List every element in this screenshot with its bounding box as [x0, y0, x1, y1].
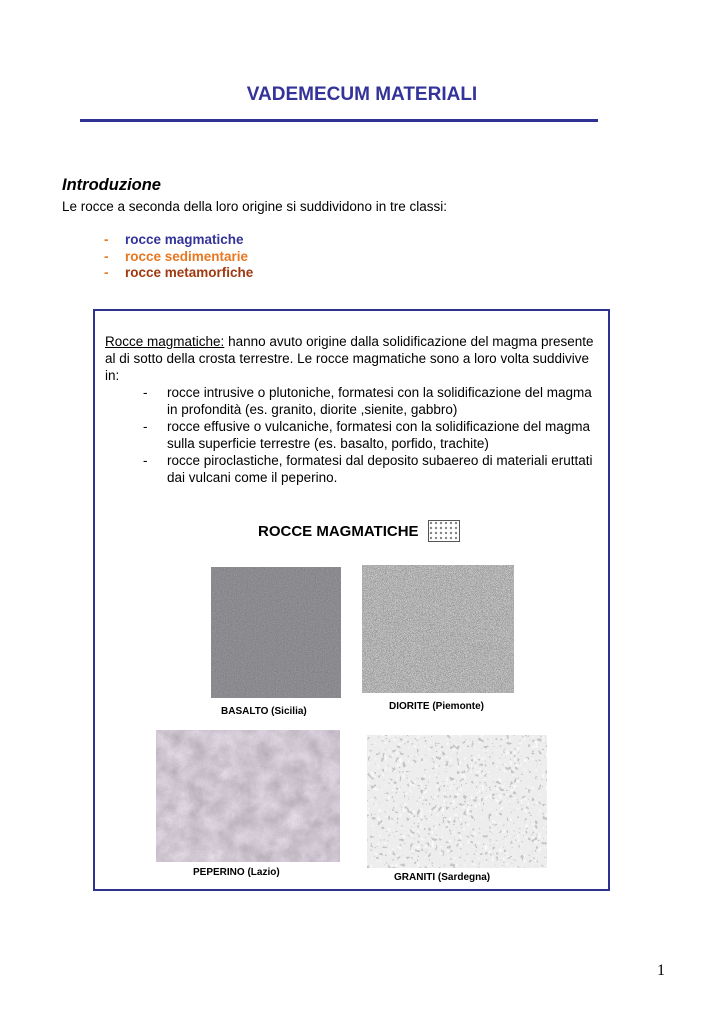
- title-divider: [80, 119, 598, 122]
- bullet-dash: -: [143, 453, 148, 468]
- magmatic-subtype-list: [143, 384, 593, 486]
- granite-sample-image: [367, 735, 547, 868]
- subtype-effusive: rocce effusive o vulcaniche, formatesi con la solidificazione del magma sulla superficie terrestre (es. basalto, porfido, trachite): [167, 419, 590, 451]
- diorite-caption: DIORITE (Piemonte): [389, 701, 485, 712]
- list-item: [104, 249, 253, 266]
- class-sedimentary: rocce sedimentarie: [125, 248, 249, 264]
- peperino-sample-image: [156, 730, 340, 862]
- page-number: 1: [657, 962, 665, 979]
- list-item: [143, 384, 593, 418]
- list-item: [143, 452, 593, 486]
- peperino-caption: PEPERINO (Lazio): [193, 867, 280, 878]
- section-title: ROCCE MAGMATICHE: [258, 523, 419, 540]
- intro-text: Le rocce a seconda della loro origine si suddividono in tre classi:: [62, 199, 447, 214]
- bullet-dash: -: [104, 232, 109, 247]
- intro-heading: Introduzione: [62, 176, 161, 194]
- class-metamorphic: rocce metamorfiche: [125, 265, 254, 280]
- list-item: [104, 265, 253, 282]
- class-magmatic: rocce magmatiche: [125, 232, 244, 247]
- rock-class-list: [104, 232, 253, 282]
- list-item: [143, 418, 593, 452]
- magmatic-rocks-box: [93, 309, 610, 891]
- bullet-dash: -: [104, 265, 109, 280]
- magmatic-pattern-icon: [428, 520, 460, 542]
- subtype-pyroclastic: rocce piroclastiche, formatesi dal deposito subaereo di materiali eruttati dai vulcani come il peperino.: [167, 453, 593, 485]
- bullet-dash: -: [143, 385, 148, 400]
- basalt-sample-image: [211, 567, 341, 698]
- page-title: VADEMECUM MATERIALI: [246, 84, 478, 105]
- magmatic-definition: [105, 333, 600, 384]
- diorite-sample-image: [362, 565, 514, 693]
- subtype-intrusive: rocce intrusive o plutoniche, formatesi con la solidificazione del magma in profondità (es. granito, diorite ,sienite, gabbro): [167, 385, 592, 417]
- magmatic-term: Rocce magmatiche:: [105, 334, 225, 349]
- magmatic-definition-text: hanno avuto origine dalla solidificazione del magma presente al di sotto della crosta terrestre. Le rocce magmatiche sono a loro volta suddivive in:: [105, 334, 594, 383]
- list-item: [104, 232, 253, 249]
- bullet-dash: -: [104, 248, 109, 264]
- basalt-caption: BASALTO (Sicilia): [221, 706, 307, 717]
- bullet-dash: -: [143, 419, 148, 434]
- granite-caption: GRANITI (Sardegna): [394, 872, 491, 883]
